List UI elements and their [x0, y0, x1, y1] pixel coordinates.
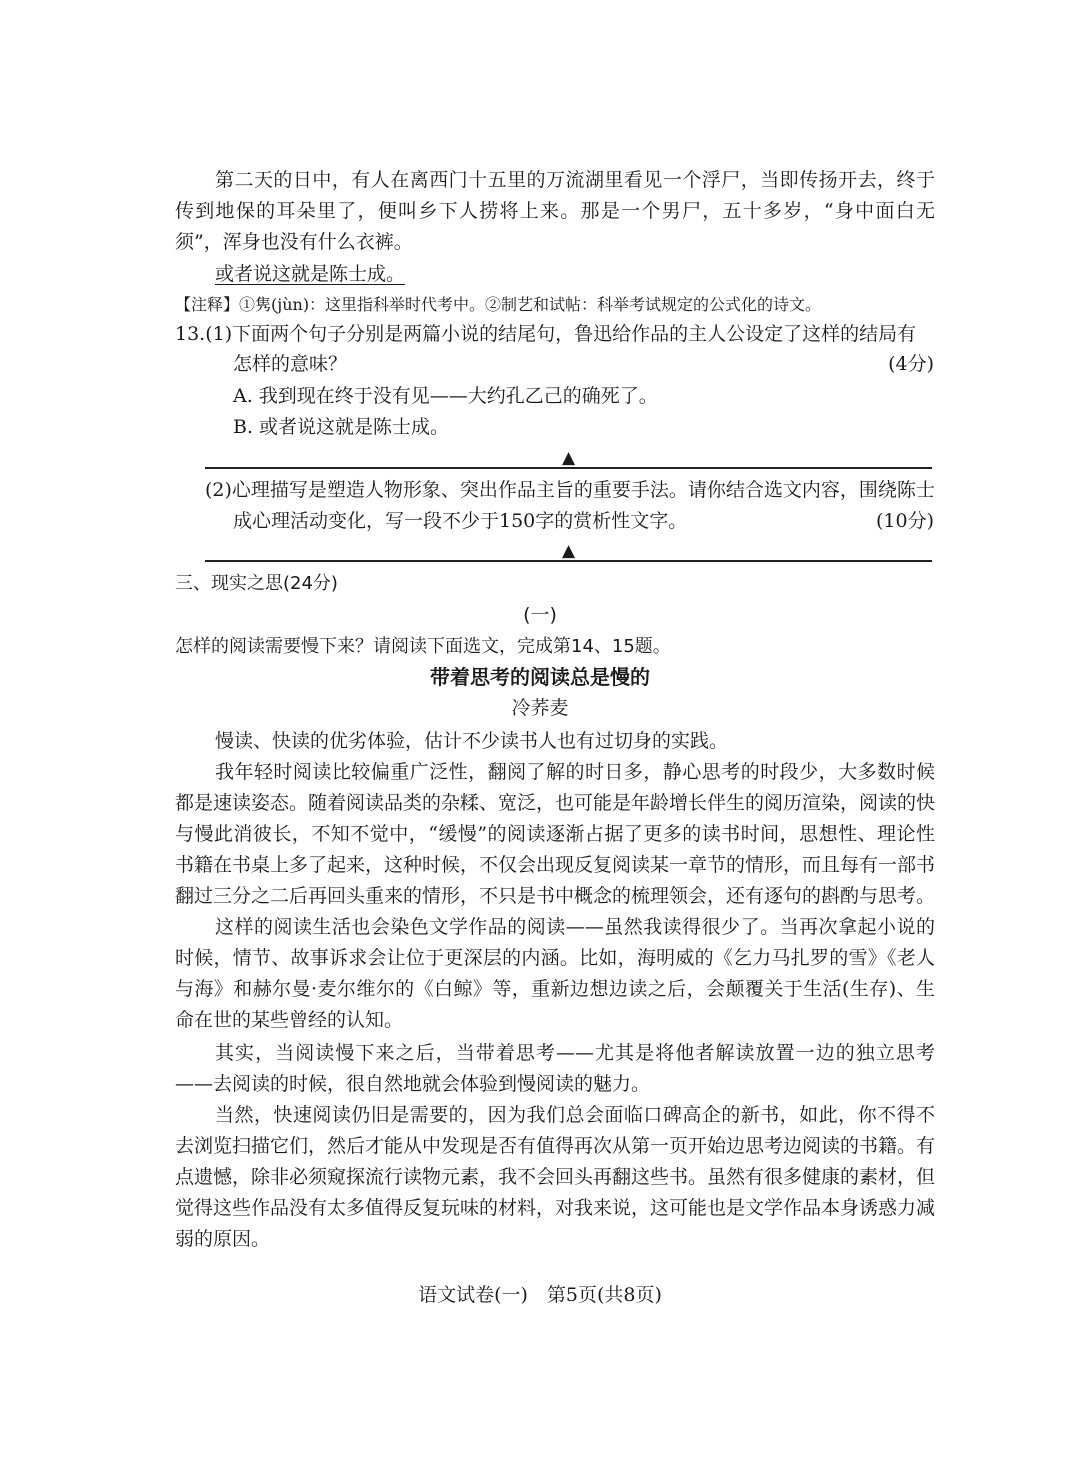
q13-part1-line1: 13.(1)下面两个句子分别是两篇小说的结尾句，鲁迅给作品的主人公设定了这样的结局有 — [175, 323, 917, 345]
section-heading: 三、现实之思(24分) — [175, 573, 338, 594]
passage-closing-line — [215, 259, 405, 289]
answer-mark-triangle-icon: ▲ — [562, 541, 576, 561]
article-paragraph: 其实，当阅读慢下来之后，当带着思考——尤其是将他者解读放置一边的独立思考——去阅读的时候，很自然地就会体验到慢阅读的魅力。 — [175, 1042, 935, 1095]
page-footer: 语文试卷(一) 第5页(共8页) — [418, 1284, 662, 1306]
q13-part1-score: (4分) — [888, 353, 934, 375]
article-paragraph: 这样的阅读生活也会染色文学作品的阅读——虽然我读得很少了。当再次拿起小说的时候，情节、故事诉求会让位于更深层的内涵。比如，海明威的《乞力马扎罗的雪》《老人与海》和赫尔曼·麦尔维尔的《白鲸》等，重新边想边读之后，会颠覆关于生活(生存)、生命在世的某些曾经的认知。 — [175, 916, 935, 1031]
article-paragraph: 我年轻时阅读比较偏重广泛性，翻阅了解的时日多，静心思考的时段少，大多数时候都是速读姿态。随着阅读品类的杂糅、宽泛，也可能是年龄增长伴生的阅历渲染，阅读的快与慢此消彼长，不知不觉中，“缓慢”的阅读逐渐占据了更多的读书时间，思想性、理论性书籍在书桌上多了起来，这种时候，不仅会出现反复阅读某一章节的情形，而且每有一部书翻过三分之二后再回头重来的情形，不只是书中概念的梳理领会，还有逐句的斟酌与思考。 — [175, 761, 936, 907]
answer-line — [205, 560, 932, 562]
underlined-sentence: 或者说这就是陈士成。 — [215, 263, 406, 285]
q13-part1-line2: 怎样的意味？ — [233, 353, 348, 375]
answer-line — [205, 467, 932, 469]
article-author: 冷荞麦 — [511, 697, 569, 719]
answer-mark-triangle-icon: ▲ — [562, 448, 576, 468]
q13-part2-line2: 成心理活动变化，写一段不少于150字的赏析性文字。 — [233, 510, 688, 532]
article-paragraph: 慢读、快读的优劣体验，估计不少读书人也有过切身的实践。 — [215, 730, 729, 752]
reading-instruction: 怎样的阅读需要慢下来？请阅读下面选文，完成第14、15题。 — [175, 636, 671, 657]
annotation-note: 【注释】①隽(jùn)：这里指科举时代考中。②制艺和试帖：科举考试规定的公式化的诗文。 — [175, 295, 822, 314]
sub-heading: (一) — [523, 604, 557, 626]
q13-option-a: A. 我到现在终于没有见——大约孔乙己的确死了。 — [233, 385, 658, 407]
q13-part2-line1: (2)心理描写是塑造人物形象、突出作品主旨的重要手法。请你结合选文内容，围绕陈士 — [205, 479, 935, 501]
q13-option-b: B. 或者说这就是陈士成。 — [233, 416, 450, 438]
passage-paragraph: 第二天的日中，有人在离西门十五里的万流湖里看见一个浮尸，当即传扬开去，终于传到地保的耳朵里了，便叫乡下人捞将上来。那是一个男尸，五十多岁，“身中面白无须”，浑身也没有什么衣裤。 — [175, 169, 935, 253]
q13-part2-score: (10分) — [875, 510, 934, 532]
article-title: 带着思考的阅读总是慢的 — [430, 665, 650, 689]
article-paragraph: 当然，快速阅读仍旧是需要的，因为我们总会面临口碑高企的新书，如此，你不得不去浏览扫描它们，然后才能从中发现是否有值得再次从第一页开始边思考边阅读的书籍。有点遗憾，除非必须窥探流行读物元素，我不会回头再翻这些书。虽然有很多健康的素材，但觉得这些作品没有太多值得反复玩味的材料，对我来说，这可能也是文学作品本身诱惑力减弱的原因。 — [175, 1104, 936, 1250]
